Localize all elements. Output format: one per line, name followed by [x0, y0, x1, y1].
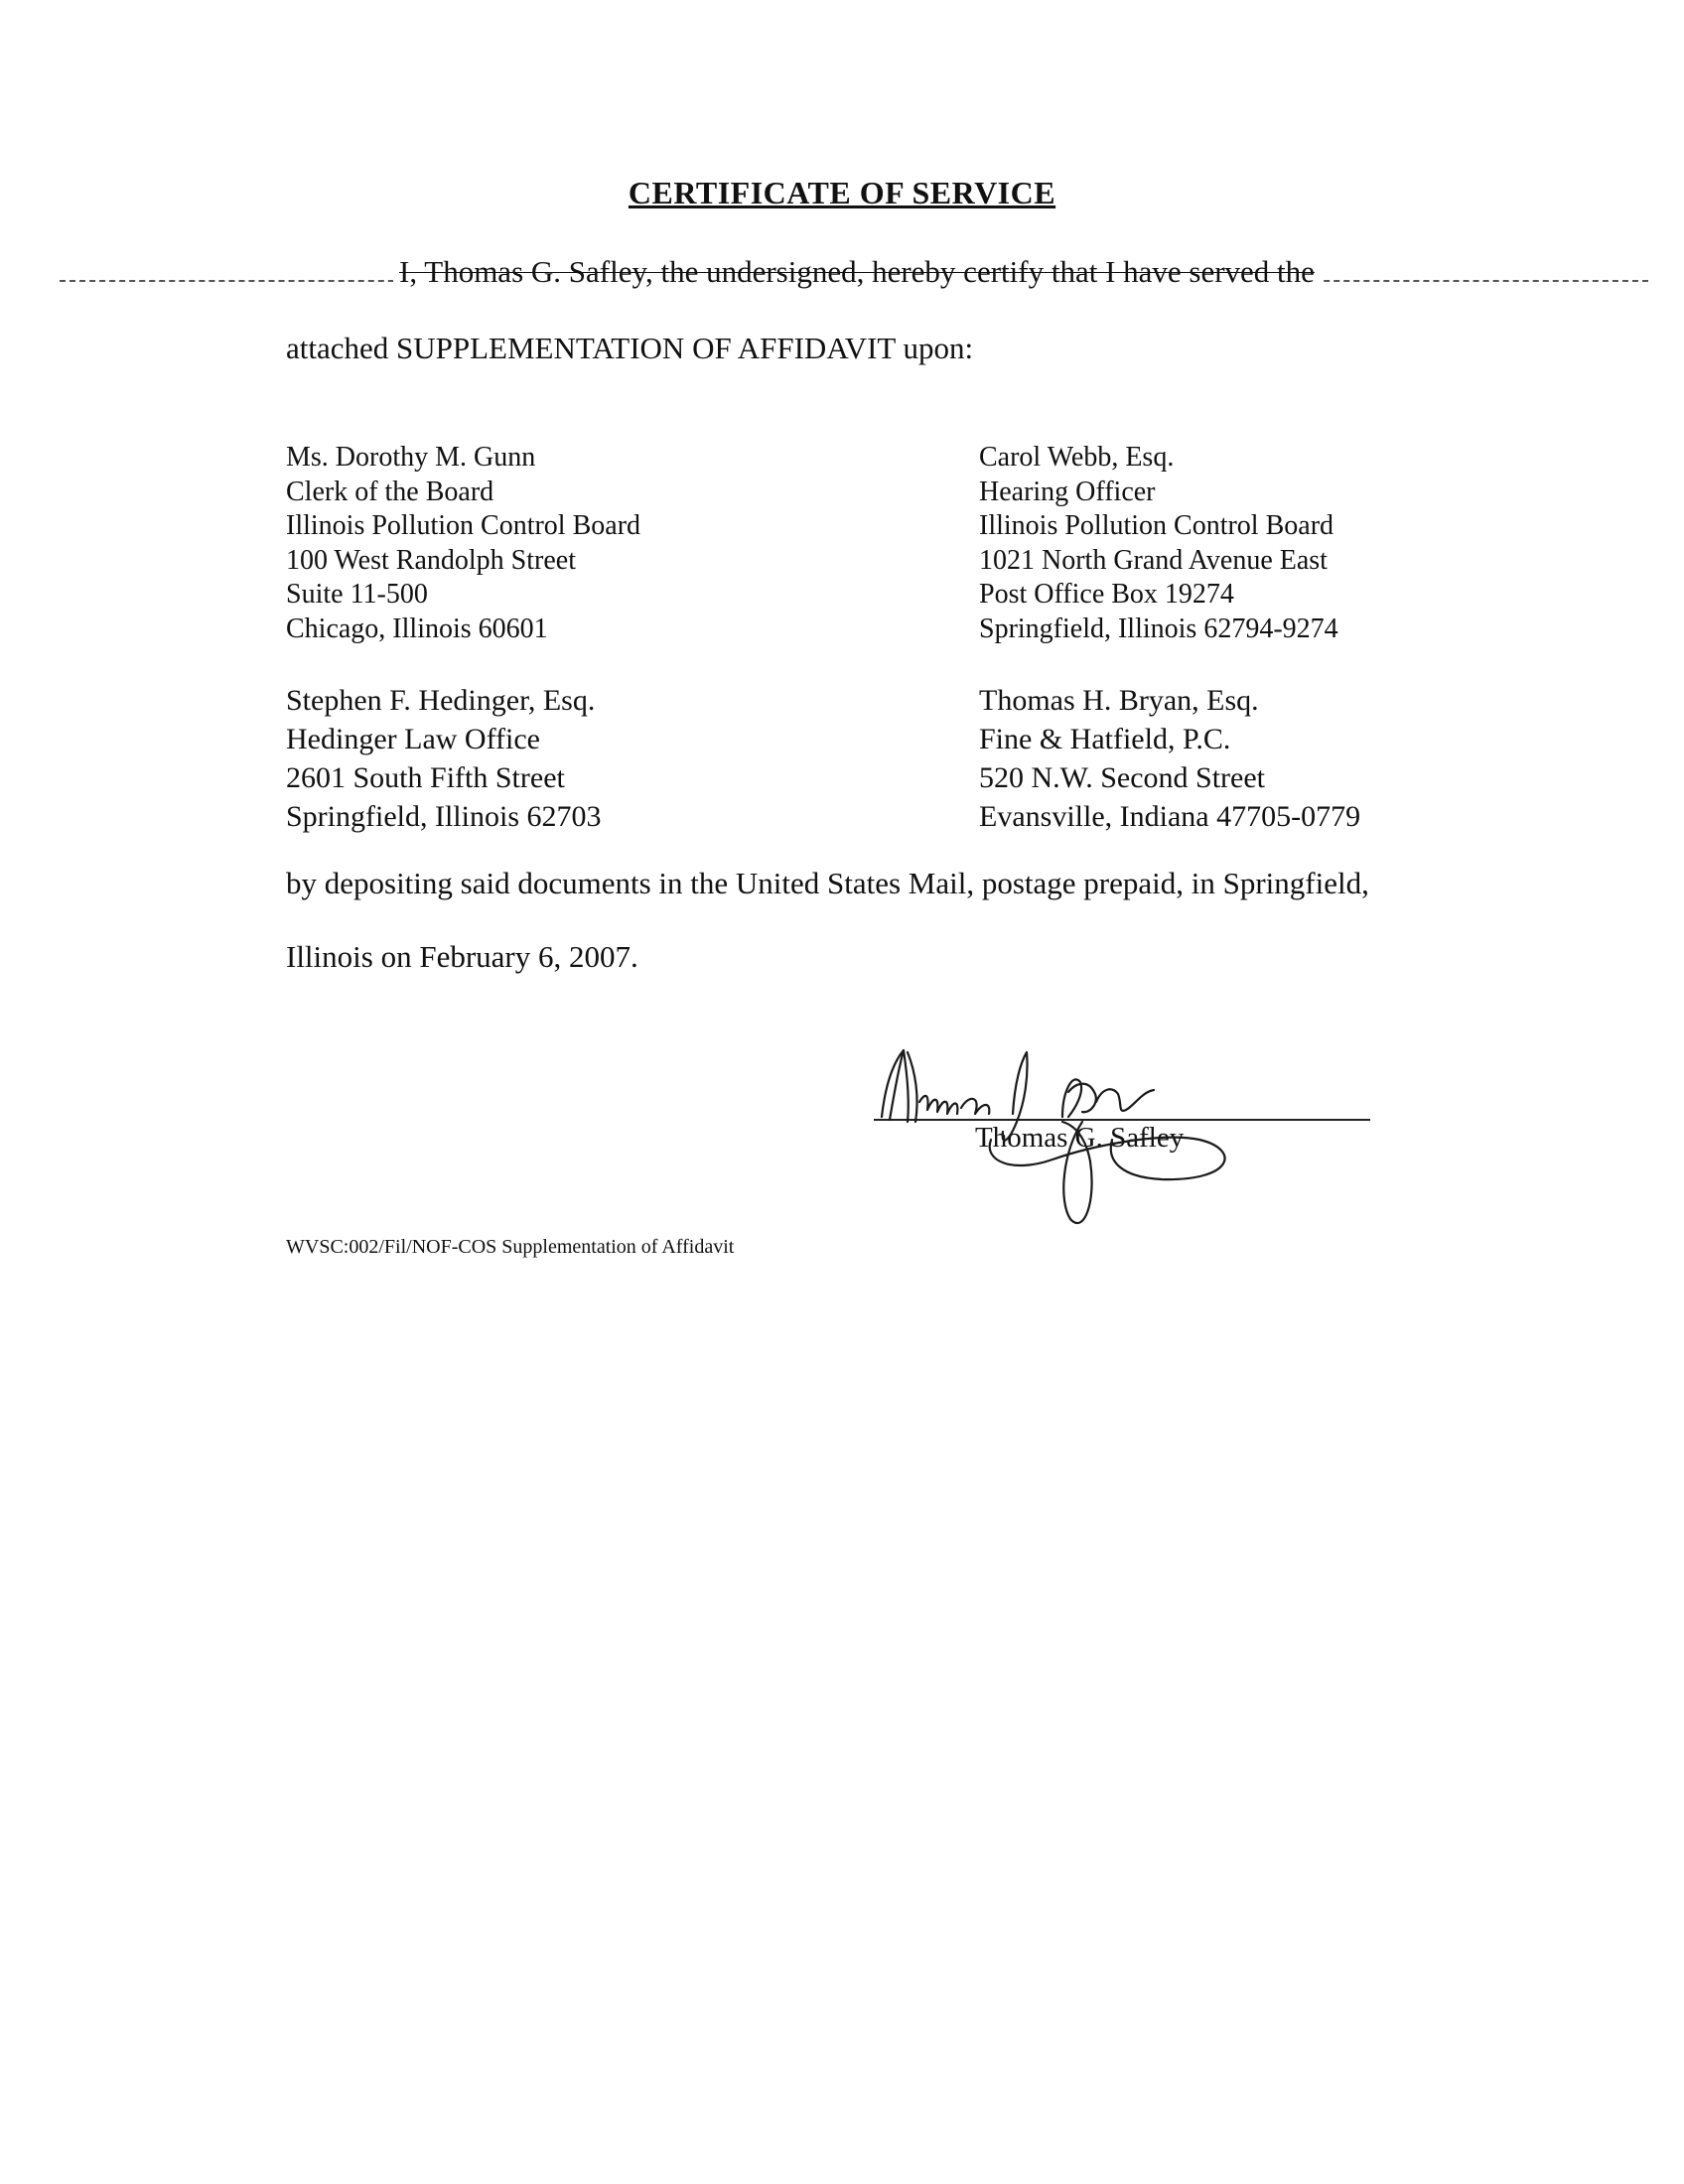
certify-line: [60, 254, 1648, 294]
address-line: 520 N.W. Second Street: [979, 761, 1266, 794]
recipient-address-3: [286, 681, 602, 836]
address-line: Hearing Officer: [979, 476, 1156, 507]
handwritten-signature: [864, 1023, 1281, 1241]
document-title: CERTIFICATE OF SERVICE: [628, 175, 1056, 210]
recipient-address-4: [979, 681, 1360, 836]
address-line: Suite 11-500: [286, 579, 428, 610]
address-line: Stephen F. Hedinger, Esq.: [286, 684, 596, 717]
address-line: Thomas H. Bryan, Esq.: [979, 684, 1259, 717]
address-line: Springfield, Illinois 62703: [286, 800, 602, 833]
deposit-line-1: by depositing said documents in the United States Mail, postage prepaid, in Springfield,: [286, 866, 1369, 900]
address-line: Fine & Hatfield, P.C.: [979, 723, 1231, 755]
address-line: Evansville, Indiana 47705-0779: [979, 800, 1361, 833]
attached-line: attached SUPPLEMENTATION OF AFFIDAVIT upon:: [286, 331, 974, 365]
address-line: Springfield, Illinois 62794-9274: [979, 613, 1338, 644]
address-line: Illinois Pollution Control Board: [286, 510, 641, 541]
address-line: 2601 South Fifth Street: [286, 761, 565, 794]
address-line: Post Office Box 19274: [979, 579, 1234, 610]
address-line: Hedinger Law Office: [286, 723, 540, 755]
address-line: 100 West Randolph Street: [286, 544, 576, 576]
recipient-address-1: [286, 441, 640, 646]
address-line: Chicago, Illinois 60601: [286, 613, 548, 644]
certify-text: I, Thomas G. Safley, the undersigned, hereby certify that I have served the: [393, 254, 1321, 290]
address-line: Clerk of the Board: [286, 476, 494, 507]
address-line: Carol Webb, Esq.: [979, 442, 1175, 473]
footer-reference: WVSC:002/Fil/NOF-COS Supplementation of Affidavit: [286, 1236, 735, 1258]
recipient-address-2: [979, 441, 1338, 646]
address-line: Ms. Dorothy M. Gunn: [286, 442, 536, 473]
address-line: Illinois Pollution Control Board: [979, 510, 1334, 541]
address-line: 1021 North Grand Avenue East: [979, 544, 1328, 576]
signer-name: Thomas G. Safley: [975, 1122, 1185, 1154]
deposit-line-2: Illinois on February 6, 2007.: [286, 939, 638, 974]
